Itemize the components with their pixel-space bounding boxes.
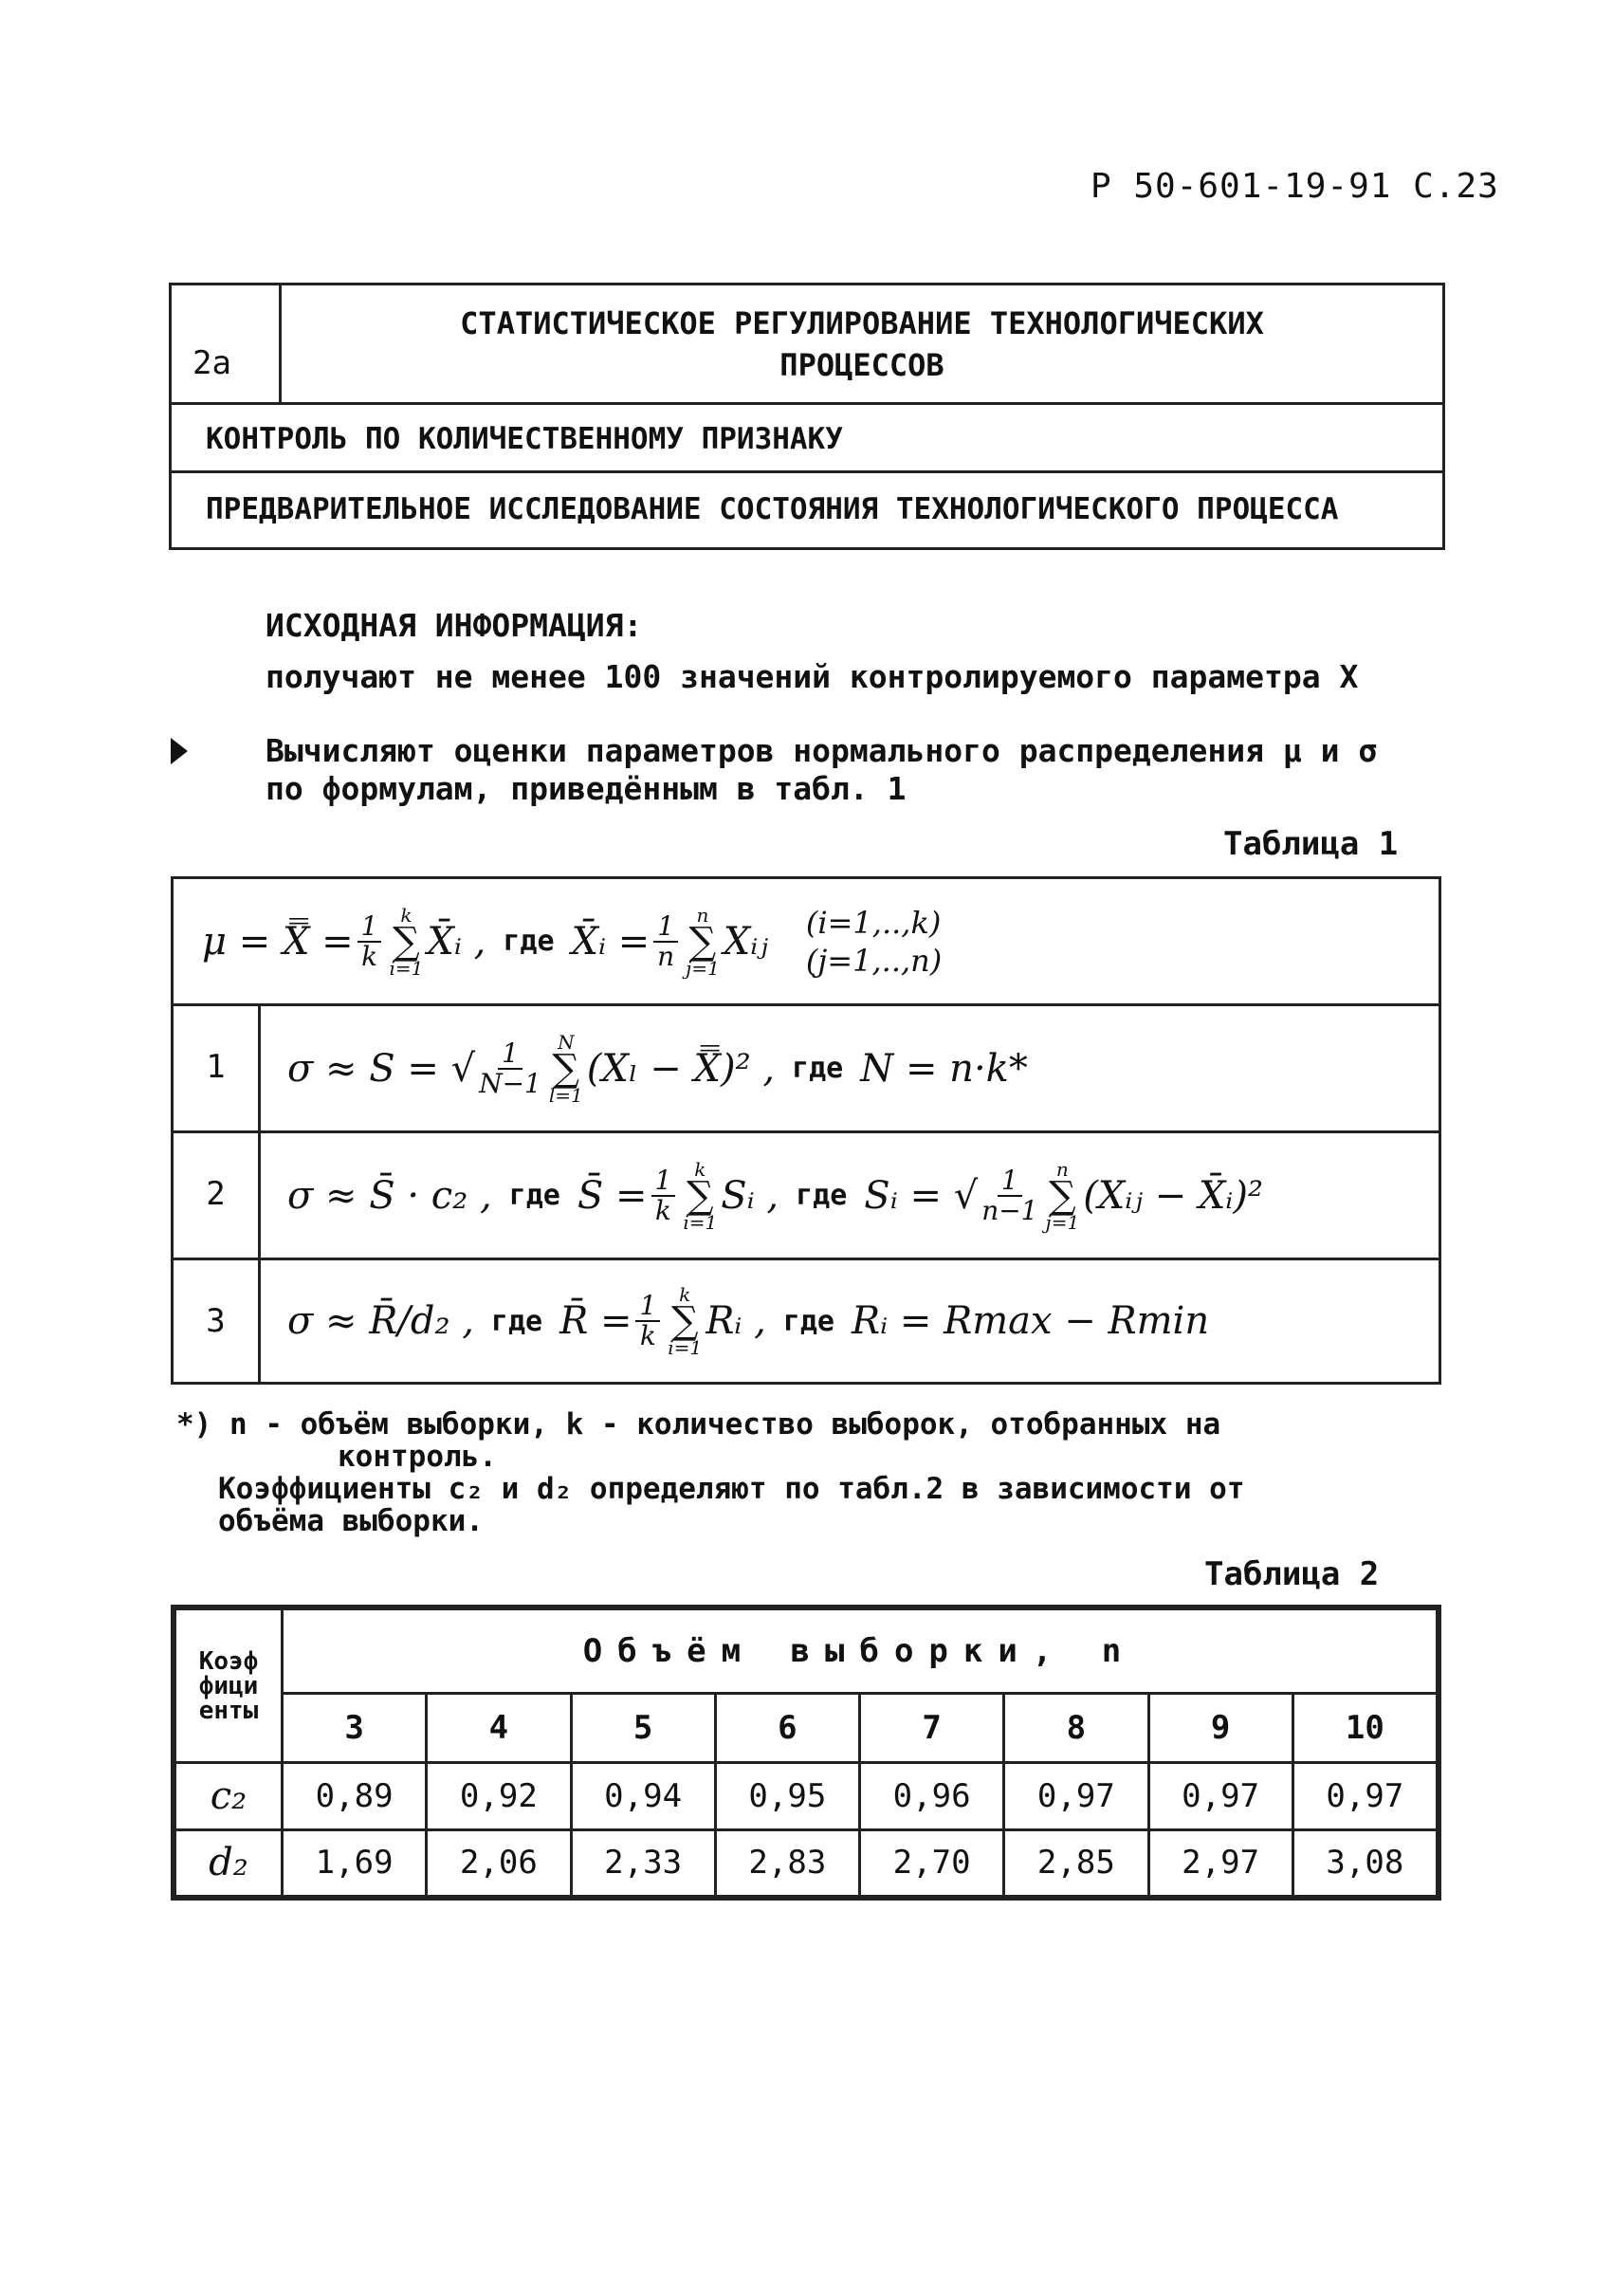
mean-formula — [202, 879, 942, 1003]
where-word: где — [792, 1052, 844, 1085]
sum-bottom: j=1 — [686, 956, 720, 980]
heading-section: ПРЕДВАРИТЕЛЬНОЕ ИССЛЕДОВАНИЕ СОСТОЯНИЯ ТЕХНОЛОГИЧЕСКОГО ПРОЦЕССА — [206, 492, 1339, 526]
frac-den: n−1 — [981, 1194, 1038, 1226]
frac-num: 1 — [651, 1166, 676, 1197]
table1-label: Таблица 1 — [1223, 825, 1399, 863]
fraction — [479, 1039, 541, 1098]
sum-bottom: i=1 — [668, 1336, 703, 1359]
heading-box — [169, 283, 1445, 550]
sum-operator: k ∑ i=1 — [668, 1283, 703, 1359]
table-cell: 2,06 — [427, 1829, 571, 1897]
table1 — [171, 876, 1441, 1385]
info-text: получают не менее 100 значений контролируемого параметра X — [266, 658, 1359, 695]
table1-row-method-2 — [174, 1133, 1439, 1260]
coefficient-symbol: c₂ — [175, 1763, 283, 1830]
sigma-formula-2 — [287, 1133, 1263, 1258]
bullet-arrow-icon — [171, 738, 188, 764]
sample-size: 6 — [715, 1694, 859, 1763]
formula-part: Sᵢ = √ — [864, 1173, 979, 1218]
where-word: где — [782, 1304, 834, 1338]
coefficient-symbol: d₂ — [175, 1829, 283, 1897]
table-cell: 0,95 — [715, 1763, 859, 1830]
mean-term: X̄ᵢ , — [427, 919, 486, 964]
sum-operator: N ∑ l=1 — [548, 1030, 583, 1107]
footnote-line2: контроль. — [338, 1440, 497, 1474]
table-cell: 3,08 — [1292, 1829, 1437, 1897]
sample-size: 10 — [1292, 1694, 1437, 1763]
sum-bottom: j=1 — [1045, 1210, 1080, 1234]
table2 — [171, 1605, 1441, 1901]
frac-den: n — [657, 940, 675, 972]
table-cell: 0,97 — [1148, 1763, 1292, 1830]
frac-den: N−1 — [479, 1067, 541, 1099]
sigma-formula-1 — [287, 1006, 1028, 1130]
heading-section-row — [172, 473, 1442, 553]
formula-part: (Xᵢⱼ − X̄ᵢ)² — [1083, 1173, 1263, 1218]
heading-title — [282, 285, 1442, 402]
sum-operator: n ∑ j=1 — [686, 903, 720, 980]
sample-size-header: Объём выборки, n — [283, 1609, 1438, 1694]
fraction — [357, 909, 382, 972]
footnote-line1: *) n - объём выборки, k - количество выборок, отобранных на — [176, 1407, 1221, 1442]
table-cell: 0,94 — [571, 1763, 715, 1830]
index-range-i: (i=1,..,k) — [805, 904, 942, 941]
sample-mean-lhs: X̄ᵢ = — [571, 919, 651, 964]
coefficients-note-line1: Коэффициенты c₂ и d₂ определяют по табл.2 в зависимости от — [218, 1472, 1245, 1506]
where-word: где — [503, 925, 555, 958]
method-number: 1 — [206, 1048, 226, 1086]
sample-size: 9 — [1148, 1694, 1292, 1763]
formula-part: Sᵢ , — [721, 1173, 779, 1218]
index-range-j: (j=1,..,n) — [805, 942, 943, 979]
sum-top: N — [558, 1030, 575, 1054]
sum-operator: k ∑ i=1 — [389, 903, 424, 980]
calc-line2: по формулам, приведённым в табл. 1 — [266, 770, 907, 807]
method-number-cell — [174, 1260, 261, 1382]
sample-size: 5 — [571, 1694, 715, 1763]
sum-operator: k ∑ i=1 — [683, 1157, 718, 1234]
formula-part: Rᵢ , — [706, 1299, 766, 1343]
section-code: 2а — [192, 344, 231, 382]
table-cell: 2,33 — [571, 1829, 715, 1897]
formula-part: (Xₗ − X̿)² , — [586, 1046, 776, 1091]
sum-bottom: i=1 — [683, 1210, 718, 1234]
coefficients-header: Коэф фици енты — [175, 1609, 283, 1763]
table1-row-method-1 — [174, 1006, 1439, 1133]
fraction — [981, 1166, 1037, 1225]
calc-line1: Вычисляют оценки параметров нормального распределения μ и σ — [266, 732, 1378, 769]
document-code: Р 50-601-19-91 С.23 — [1091, 167, 1499, 206]
sample-size: 4 — [427, 1694, 571, 1763]
table-row-c2 — [175, 1763, 1438, 1830]
table-cell: 1,69 — [283, 1829, 427, 1897]
table-cell: 2,70 — [860, 1829, 1004, 1897]
sum-top: k — [679, 1283, 691, 1306]
sum-top: n — [1055, 1157, 1069, 1181]
formula-part: σ ≈ S = √ — [287, 1046, 476, 1091]
table2-header-row — [175, 1609, 1438, 1694]
method-number: 3 — [206, 1302, 226, 1340]
table-row-d2 — [175, 1829, 1438, 1897]
table-cell: 2,97 — [1148, 1829, 1292, 1897]
heading-title-line2: ПРОЦЕССОВ — [779, 347, 944, 383]
table-cell: 0,97 — [1292, 1763, 1437, 1830]
method-number-cell — [174, 1006, 261, 1130]
frac-num: 1 — [998, 1166, 1022, 1197]
sum-operator: n ∑ j=1 — [1045, 1157, 1080, 1234]
where-word: где — [508, 1179, 560, 1212]
table-cell: 0,97 — [1004, 1763, 1148, 1830]
table-cell: 2,83 — [715, 1829, 859, 1897]
formula-part: σ ≈ S̄ · c₂ , — [287, 1173, 492, 1218]
table1-row-method-3 — [174, 1260, 1439, 1382]
frac-den: k — [639, 1320, 656, 1351]
table-cell: 0,89 — [283, 1763, 427, 1830]
fraction — [635, 1292, 660, 1350]
sum-bottom: l=1 — [548, 1083, 583, 1107]
formula-part: R̄ = — [559, 1299, 632, 1343]
frac-num: 1 — [357, 912, 382, 943]
sample-size: 3 — [283, 1694, 427, 1763]
table2-label: Таблица 2 — [1204, 1555, 1380, 1593]
formula-part: S̄ = — [577, 1173, 648, 1218]
index-ranges — [806, 904, 942, 980]
method-number: 2 — [206, 1175, 226, 1213]
sum-top: k — [400, 903, 412, 927]
heading-subtitle: КОНТРОЛЬ ПО КОЛИЧЕСТВЕННОМУ ПРИЗНАКУ — [206, 422, 843, 456]
where-word: где — [796, 1179, 848, 1212]
sum-top: k — [694, 1157, 706, 1181]
sum-bottom: i=1 — [389, 956, 424, 980]
frac-num: 1 — [653, 912, 678, 943]
sample-mean-term: Xᵢⱼ — [723, 919, 768, 964]
calc-instruction — [266, 732, 1377, 808]
table-cell: 2,85 — [1004, 1829, 1148, 1897]
frac-num: 1 — [635, 1292, 660, 1322]
heading-title-line1: СТАТИСТИЧЕСКОЕ РЕГУЛИРОВАНИЕ ТЕХНОЛОГИЧЕСКИХ — [460, 305, 1264, 341]
sum-top: n — [696, 903, 709, 927]
method-number-cell — [174, 1133, 261, 1258]
frac-den: k — [361, 940, 378, 972]
frac-den: k — [654, 1194, 671, 1226]
section-code-cell — [172, 285, 282, 402]
fraction — [653, 909, 678, 972]
fraction — [651, 1166, 676, 1225]
formula-part: Rᵢ = Rmax − Rmin — [851, 1299, 1210, 1343]
table1-row-mean — [174, 879, 1439, 1006]
mean-lhs: μ = X̿ = — [202, 919, 354, 964]
info-heading: ИСХОДНАЯ ИНФОРМАЦИЯ: — [266, 607, 643, 644]
sigma-formula-3 — [287, 1260, 1209, 1382]
coefficients-table — [174, 1607, 1439, 1898]
sample-size: 8 — [1004, 1694, 1148, 1763]
heading-subtitle-row — [172, 405, 1442, 473]
coefficients-note-line2: объёма выборки. — [218, 1504, 484, 1538]
where-word: где — [490, 1304, 543, 1338]
table-cell: 0,92 — [427, 1763, 571, 1830]
formula-part: N = n·k* — [860, 1046, 1028, 1091]
sample-sizes-row — [175, 1694, 1438, 1763]
heading-title-row — [172, 285, 1442, 405]
sample-size: 7 — [860, 1694, 1004, 1763]
formula-part: σ ≈ R̄/d₂ , — [287, 1299, 474, 1343]
table-cell: 0,96 — [860, 1763, 1004, 1830]
frac-num: 1 — [498, 1039, 522, 1070]
